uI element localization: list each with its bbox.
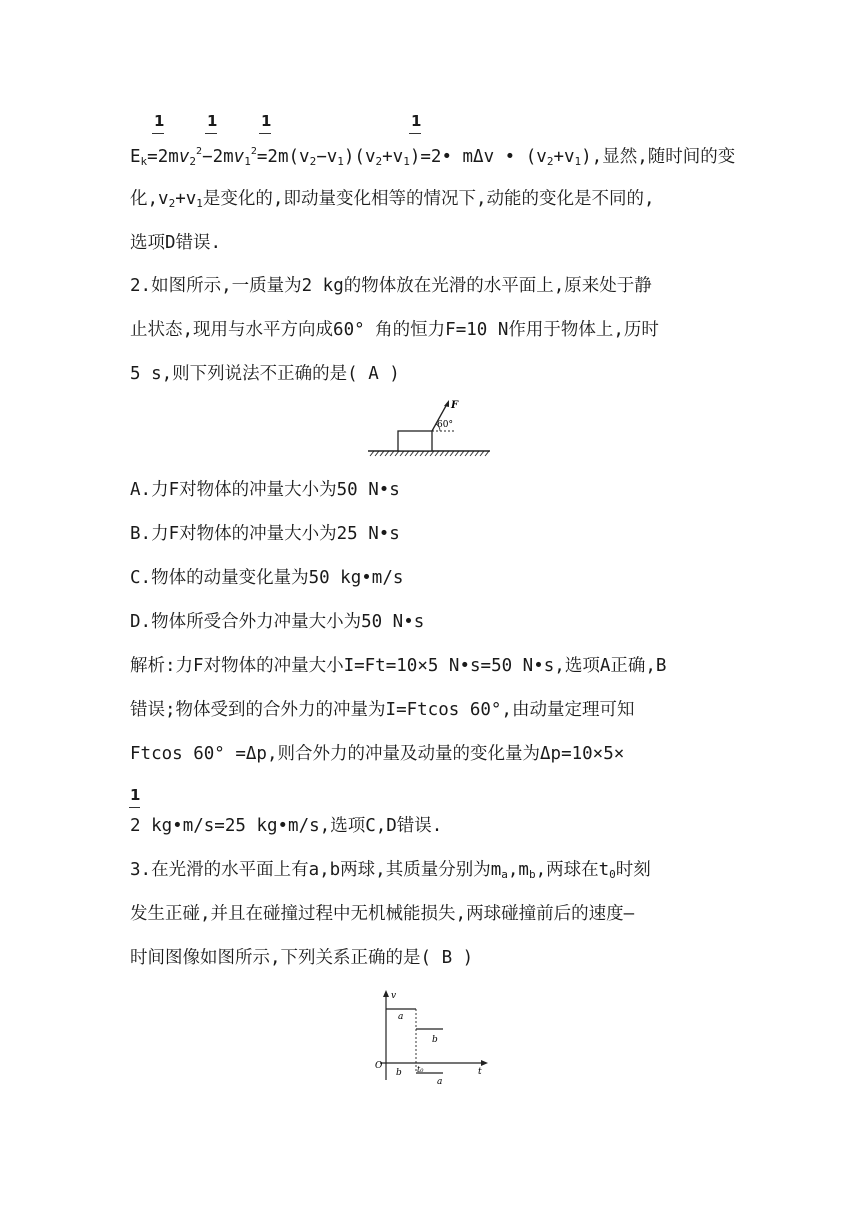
q2-option-b: B.力F对物体的冲量大小为25 N•s [130,524,400,544]
q3-line-1: 3.在光滑的水平面上有a,b两球,其质量分别为$m_a,m_b$,两球在$t_0$时刻 [130,860,651,881]
q2-option-c: C.物体的动量变化量为50 kg•m/s [130,568,404,588]
a-label-low: a [437,1077,443,1087]
q2-analysis-line-4: 2 kg•m/s=25 kg•m/s,选项C,D错误. [130,816,443,836]
fraction-numerator: 1 [261,112,272,130]
q2-option-d: D.物体所受合外力冲量大小为50 N•s [130,612,425,632]
q3-vt-graph [372,988,494,1088]
t-axis-arrowhead [481,1060,488,1066]
derivation-line-3: 选项D错误. [130,233,222,253]
q2-analysis-line-2: 错误;物体受到的合外力的冲量为I=Ftcos 60°,由动量定理可知 [130,700,635,720]
fraction-numerator: 1 [207,112,218,130]
block [398,431,432,451]
q2-line-1: 2.如图所示,一质量为2 kg的物体放在光滑的水平面上,原来处于静 [130,276,652,296]
fraction-numerator: 1 [154,112,165,130]
t0-label: t₀ [417,1065,424,1074]
t-axis-label: t [478,1067,482,1077]
fraction-bar [152,133,164,134]
q2-analysis-line-1: 解析:力F对物体的冲量大小I=Ft=10×5 N•s=50 N•s,选项A正确,B [130,656,667,676]
q2-line-3: 5 s,则下列说法不正确的是( A ) [130,364,400,384]
fraction-bar [205,133,217,134]
origin-label: O [375,1061,383,1071]
q2-force-figure [360,398,500,460]
angle-label: 60° [437,420,453,430]
q2-option-a: A.力F对物体的冲量大小为50 N•s [130,480,400,500]
force-arrowhead [444,400,449,407]
b-label-low: b [396,1068,402,1078]
b-label-mid: b [432,1035,438,1045]
fraction-numerator: 1 [411,112,422,130]
a-label-top: a [398,1012,404,1022]
fraction-bar [129,807,140,808]
fraction-bar [409,133,421,134]
ground-hatching [370,451,489,456]
v-axis-arrowhead [383,990,389,997]
q2-analysis-line-3: Ftcos 60° =Δp,则合外力的冲量及动量的变化量为Δp=10×5× [130,744,625,764]
q3-line-3: 时间图像如图所示,下列关系正确的是( B ) [130,948,474,968]
derivation-line-2: 化$,v_2+v_1$是变化的,即动量变化相等的情况下,动能的变化是不同的, [130,189,655,210]
v-axis-label: v [391,991,397,1001]
q3-line-2: 发生正碰,并且在碰撞过程中无机械能损失,两球碰撞前后的速度— [130,904,635,924]
derivation-line-1: $E_k=2mv_2^2-2mv_1^2=2m(v_2-v_1)(v_2+v_1)=2•$ mΔv • $(v_2+v_1)$,显然,随时间的变 [130,146,736,168]
q2-line-2: 止状态,现用与水平方向成60° 角的恒力F=10 N作用于物体上,历时 [130,320,659,340]
fraction-bar [259,133,271,134]
force-label: F [451,400,459,411]
fraction-numerator: 1 [130,786,141,804]
